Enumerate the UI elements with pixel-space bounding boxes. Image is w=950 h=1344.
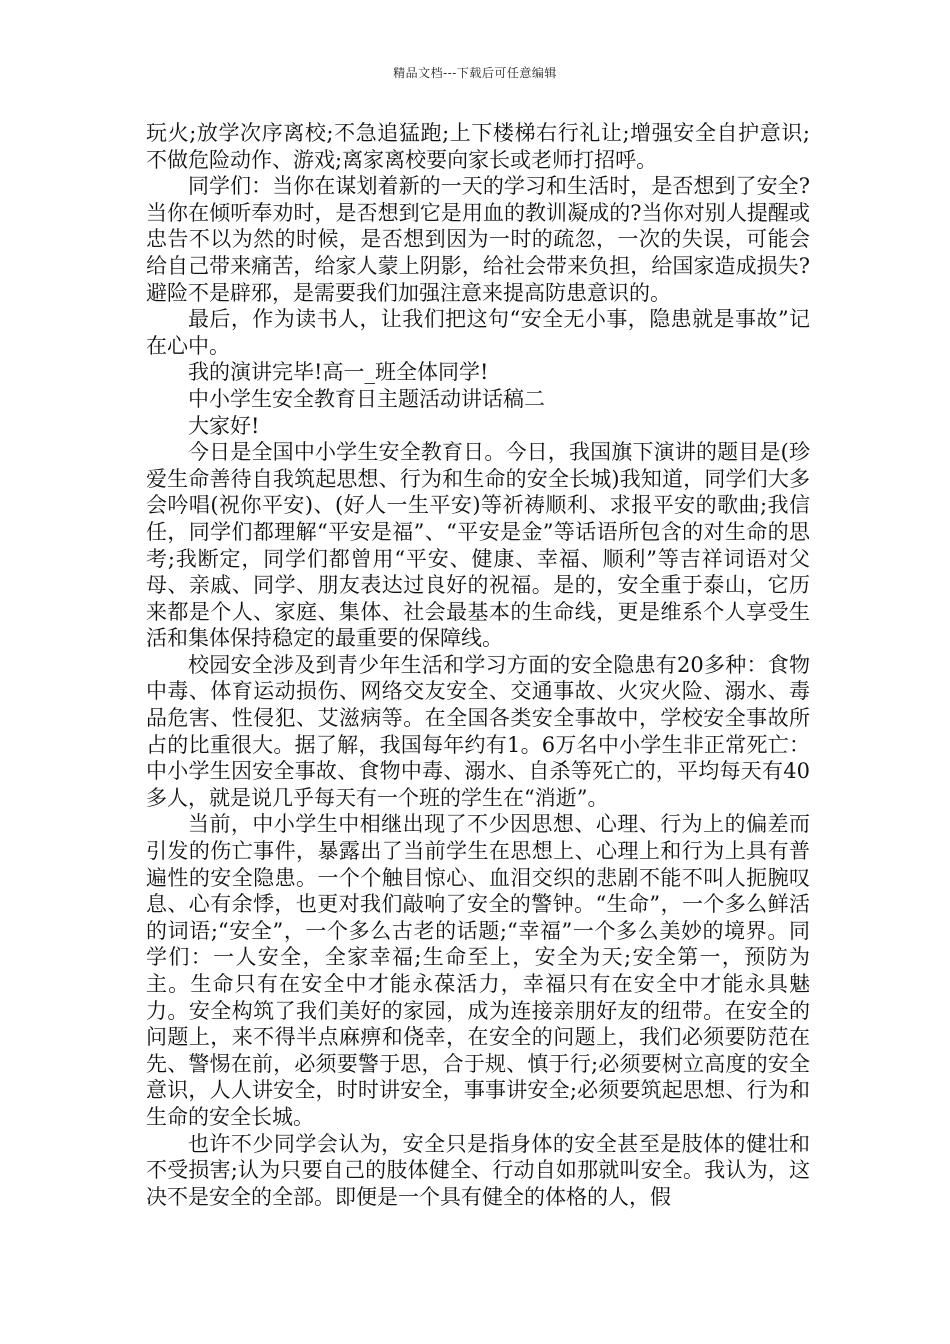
- paragraph: 我的演讲完毕!高一_班全体同学!: [188, 360, 489, 385]
- paragraph: 最后，作为读书人，让我们把这句“安全无小事，隐患就是事故”记在心中。: [146, 307, 810, 358]
- paragraph: 玩火;放学次序离校;不急追猛跑;上下楼梯右行礼让;增强安全自护意识;不做危险动作、游戏;离家离校要向家长或老师打招呼。: [146, 121, 810, 172]
- paragraph: 也许不少同学会认为，安全只是指身体的安全甚至是肢体的健壮和不受损害;认为只要自己的肢体健全、行动自如那就叫安全。我认为，这决不是安全的全部。即便是一个具有健全的体格的人，假: [146, 1131, 810, 1209]
- paragraph: 当前，中小学生中相继出现了不少因思想、心理、行为上的偏差而引发的伤亡事件，暴露出了当前学生在思想上、心理上和行为上具有普遍性的安全隐患。一个个触目惊心、血泪交织的悲剧不能不叫人扼腕叹息、心有余悸，也更对我们敲响了安全的警钟。“生命”，一个多么鲜活的词语;“安全”，一个多么古老的话题;“幸福”一个多么美妙的境界。同学们：一人安全，全家幸福;生命至上，安全为天;安全第一，预防为主。生命只有在安全中才能永葆活力，幸福只有在安全中才能永具魅力。安全构筑了我们美好的家园，成为连接亲朋好友的纽带。在安全的问题上，来不得半点麻痹和侥幸，在安全的问题上，我们必须要防范在先、警惕在前，必须要警于思，合于规、慎于行;必须要树立高度的安全意识，人人讲安全，时时讲安全，事事讲安全;必须要筑起思想、行为和生命的安全长城。: [146, 812, 810, 1129]
- section-title: 中小学生安全教育日主题活动讲话稿二: [188, 386, 545, 411]
- paragraph: 今日是全国中小学生安全教育日。今日，我国旗下演讲的题目是(珍爱生命善待自我筑起思想、行为和生命的安全长城)我知道，同学们大多会吟唱(祝你平安)、(好人一生平安)等祈祷顺利、求报平安的歌曲;我信任，同学们都理解“平安是福”、“平安是金”等话语所包含的对生命的思考;我断定，同学们都曾用“平安、健康、幸福、顺利”等吉祥词语对父母、亲戚、同学、朋友表达过良好的祝福。是的，安全重于泰山，它历来都是个人、家庭、集体、社会最基本的生命线，更是维系个人享受生活和集体保持稳定的最重要的保障线。: [146, 440, 810, 651]
- page-header: 精品文档---下载后可任意编辑: [393, 66, 557, 80]
- paragraph: 同学们：当你在谋划着新的一天的学习和生活时，是否想到了安全?当你在倾听奉劝时，是否想到它是用血的教训凝成的?当你对别人提醒或忠告不以为然的时候，是否想到因为一时的疏忽，一次的失误，可能会给自己带来痛苦，给家人蒙上阴影，给社会带来负担，给国家造成损失?避险不是辟邪，是需要我们加强注意来提高防患意识的。: [146, 174, 810, 305]
- body-text: [146, 120, 810, 1210]
- greeting: 大家好!: [188, 413, 260, 438]
- paragraph: 校园安全涉及到青少年生活和学习方面的安全隐患有20多种：食物中毒、体育运动损伤、网络交友安全、交通事故、火灾火险、溺水、毒品危害、性侵犯、艾滋病等。在全国各类安全事故中，学校安全事故所占的比重很大。据了解，我国每年约有1。6万名中小学生非正常死亡：中小学生因安全事故、食物中毒、溺水、自杀等死亡的，平均每天有40多人，就是说几乎每天有一个班的学生在“消逝”。: [146, 652, 810, 810]
